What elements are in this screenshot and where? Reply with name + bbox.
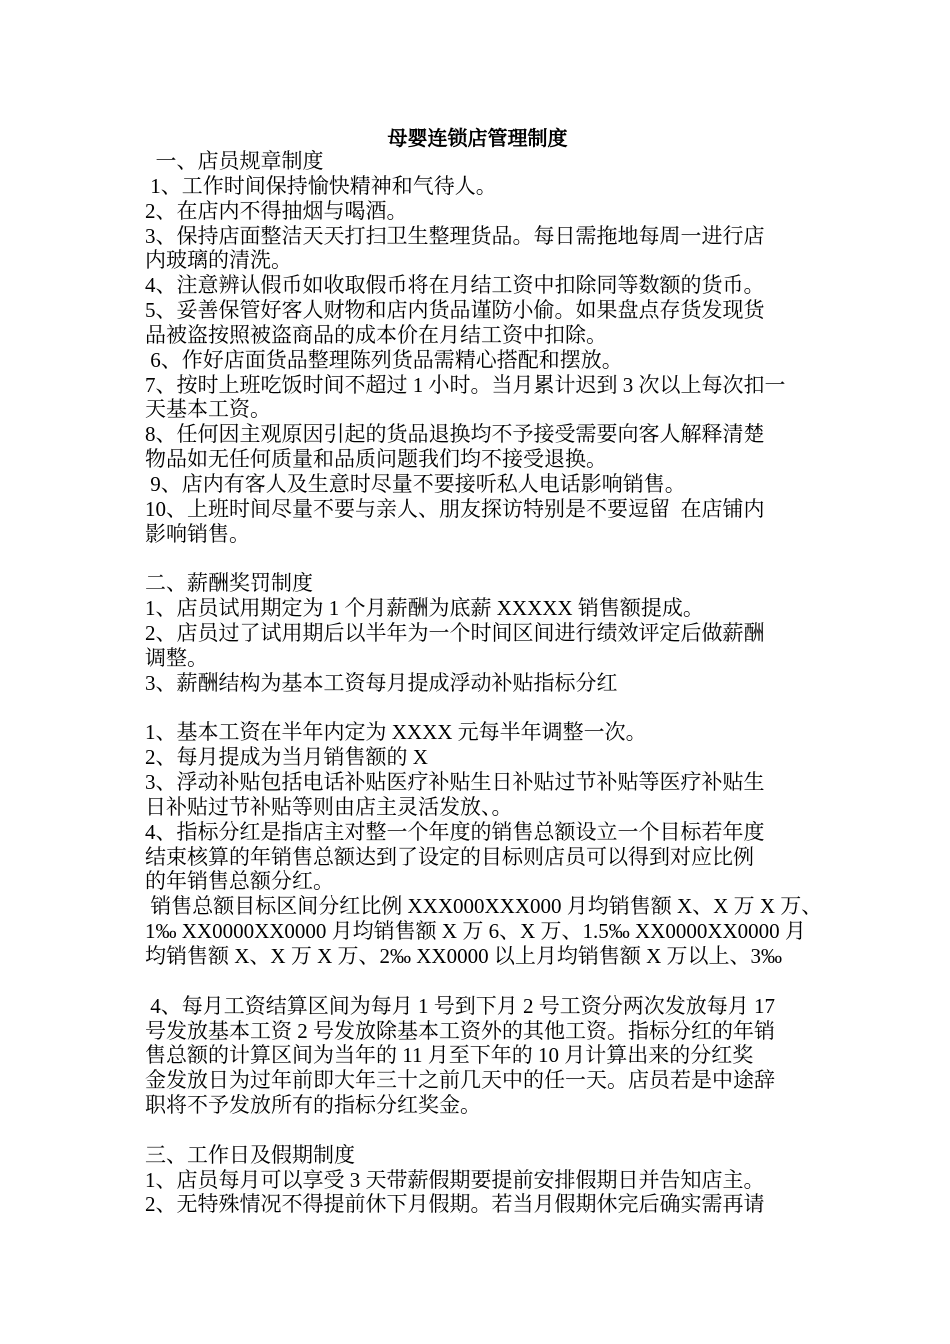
text-line: 1、店员每月可以享受 3 天带薪假期要提前安排假期日并告知店主。: [145, 1167, 765, 1192]
text-line: 金发放日为过年前即大年三十之前几天中的任一天。店员若是中途辞: [145, 1068, 775, 1093]
blank-line: [145, 1118, 810, 1143]
text-line: 号发放基本工资 2 号发放除基本工资外的其他工资。指标分红的年销: [145, 1018, 775, 1043]
text-line: 二、薪酬奖罚制度: [145, 571, 313, 596]
text-line: 4、注意辨认假币如收取假币将在月结工资中扣除同等数额的货币。: [145, 273, 765, 298]
document-title: 母婴连锁店管理制度: [387, 126, 568, 150]
blank-line: [145, 547, 810, 572]
text-line: 均销售额 X、X 万 X 万、2‰ XX0000 以上月均销售额 X 万以上、3‰: [145, 944, 782, 968]
text-line: 品被盗按照被盗商品的成本价在月结工资中扣除。: [145, 322, 607, 347]
text-line: 3、保持店面整洁天天打扫卫生整理货品。每日需拖地每周一进行店: [145, 223, 765, 248]
text-line: 4、指标分红是指店主对整一个年度的销售总额设立一个目标若年度: [145, 819, 765, 844]
blank-line: [145, 696, 810, 721]
text-line: 职将不予发放所有的指标分红奖金。: [145, 1093, 481, 1118]
text-line: 7、按时上班吃饭时间不超过 1 小时。当月累计迟到 3 次以上每次扣一: [145, 372, 786, 397]
text-line: 调整。: [145, 645, 208, 670]
text-line: 10、上班时间尽量不要与亲人、朋友探访特别是不要逗留 在店铺内: [145, 496, 765, 521]
text-line: 销售总额目标区间分红比例 XXX000XXX000 月均销售额 X、X 万 X 万、: [145, 894, 823, 919]
text-line: 2、在店内不得抽烟与喝酒。: [145, 198, 408, 223]
text-line: 结束核算的年销售总额达到了设定的目标则店员可以得到对应比例: [145, 844, 754, 869]
blank-line: [145, 969, 810, 994]
text-line: 1、基本工资在半年内定为 XXXX 元每半年调整一次。: [145, 720, 647, 745]
text-line: 物品如无任何质量和品质问题我们均不接受退换。: [145, 447, 607, 472]
text-line: 2、店员过了试用期后以半年为一个时间区间进行绩效评定后做薪酬: [145, 621, 765, 646]
text-line: 3、薪酬结构为基本工资每月提成浮动补贴指标分红: [145, 670, 618, 695]
text-line: 日补贴过节补贴等则由店主灵活发放、。: [145, 794, 513, 819]
text-line: 1、工作时间保持愉快精神和气待人。: [145, 173, 497, 198]
text-line: 9、店内有客人及生意时尽量不要接听私人电话影响销售。: [145, 471, 686, 496]
text-line: 4、每月工资结算区间为每月 1 号到下月 2 号工资分两次发放每月 17: [145, 993, 775, 1018]
text-line: 1‰ XX0000XX0000 月均销售额 X 万 6、X 万、1.5‰ XX0000XX0000 月: [145, 919, 806, 944]
text-line: 5、妥善保管好客人财物和店内货品谨防小偷。如果盘点存货发现货: [145, 298, 765, 323]
text-line: 影响销售。: [145, 521, 250, 546]
text-line: 1、店员试用期定为 1 个月薪酬为底薪 XXXXX 销售额提成。: [145, 596, 704, 621]
text-line: 的年销售总额分红。: [145, 869, 334, 894]
text-line: 售总额的计算区间为当年的 11 月至下年的 10 月计算出来的分红奖: [145, 1043, 754, 1068]
document-body: [145, 149, 823, 1217]
text-line: 2、每月提成为当月销售额的 X: [145, 745, 428, 770]
text-line: 内玻璃的清洗。: [145, 248, 292, 273]
text-line: 一、店员规章制度: [145, 149, 324, 173]
text-line: 8、任何因主观原因引起的货品退换均不予接受需要向客人解释清楚: [145, 422, 765, 447]
text-line: 6、作好店面货品整理陈列货品需精心搭配和摆放。: [145, 347, 623, 372]
text-line: 3、浮动补贴包括电话补贴医疗补贴生日补贴过节补贴等医疗补贴生: [145, 770, 765, 795]
text-line: 三、工作日及假期制度: [145, 1142, 355, 1167]
document-page: [145, 125, 823, 1217]
text-line: 2、无特殊情况不得提前休下月假期。若当月假期休完后确实需再请: [145, 1192, 765, 1217]
text-line: 天基本工资。: [145, 397, 271, 422]
